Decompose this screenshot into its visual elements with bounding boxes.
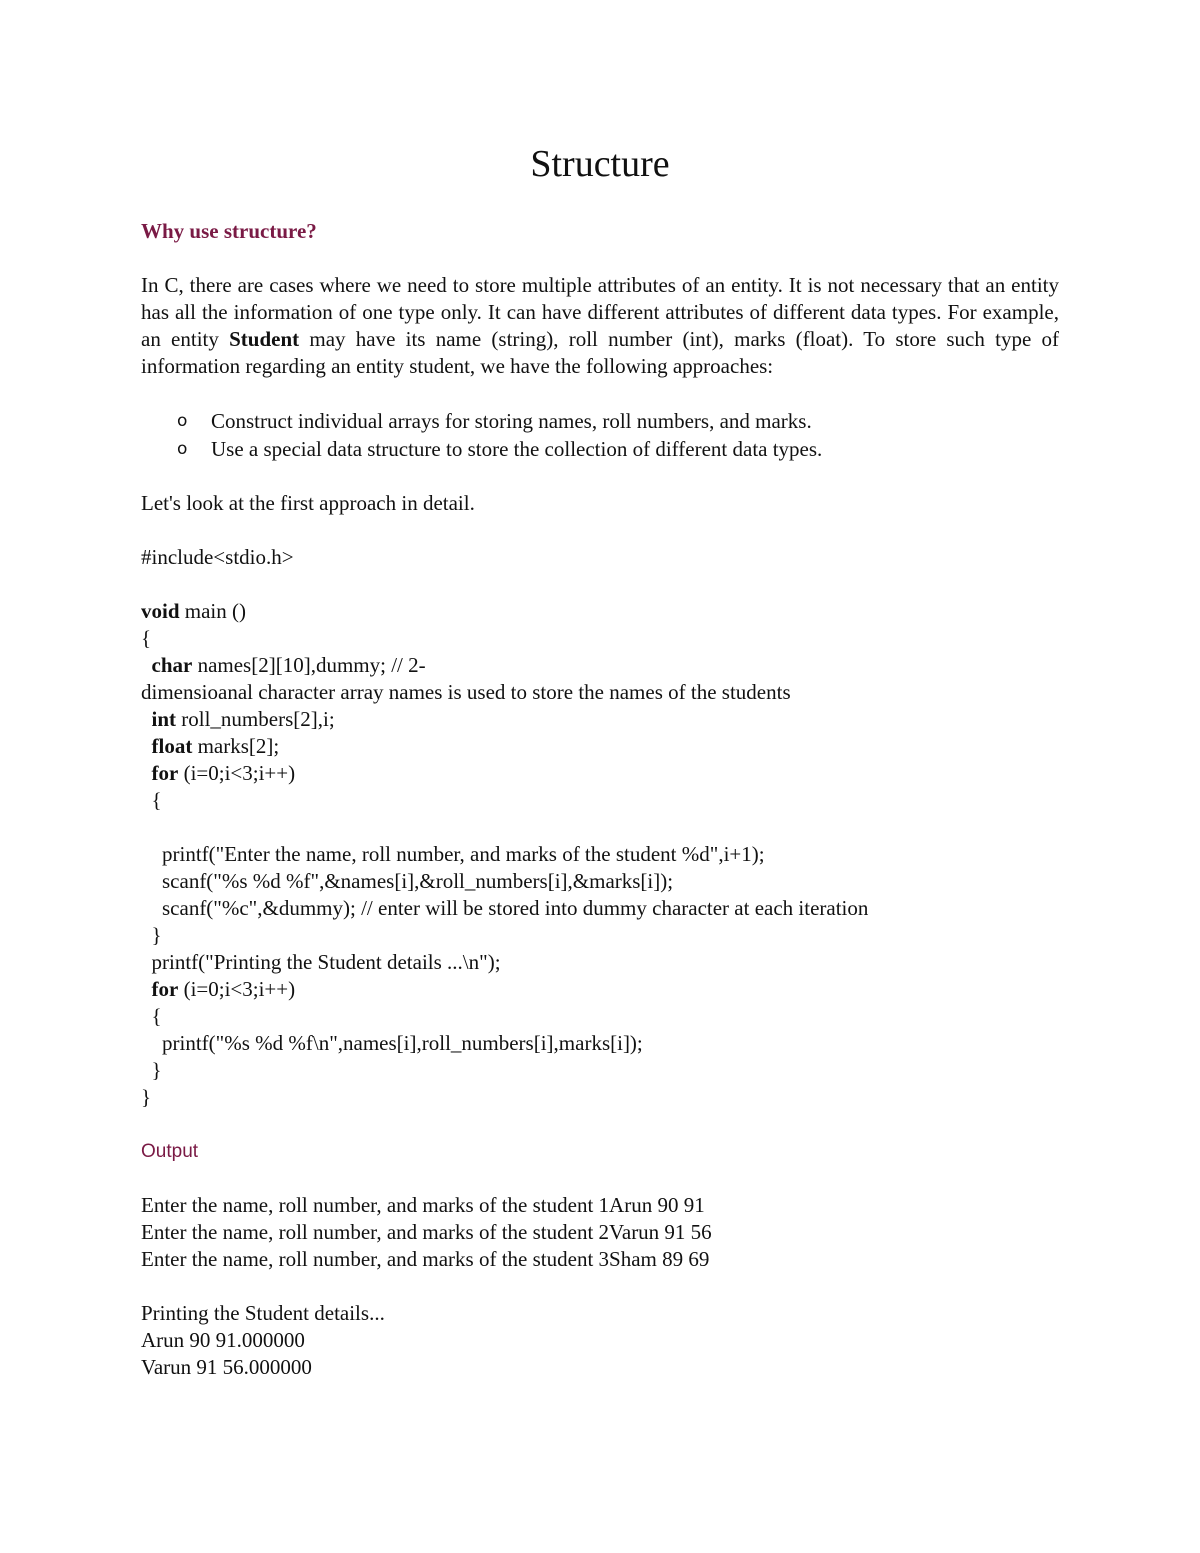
- code-line: for (i=0;i<3;i++): [151, 761, 296, 785]
- lead-in-text: Let's look at the first approach in detail.: [141, 491, 475, 515]
- intro-text-part1: In C, there are cases where we need to store multiple attributes of an entity. It is not necessary that an entity has all the information of one type only. It can have different attributes of different data types. For example, an entity: [141, 273, 1059, 351]
- document-body: [141, 218, 1059, 1381]
- intro-paragraph: [141, 272, 1059, 380]
- code-line: scanf("%c",&dummy); // enter will be stored into dummy character at each iteration: [141, 896, 869, 920]
- code-line: {: [141, 1004, 162, 1028]
- code-line: printf("Enter the name, roll number, and marks of the student %d",i+1);: [141, 842, 765, 866]
- list-item-text: Use a special data structure to store the collection of different data types.: [211, 437, 823, 461]
- intro-text-part2: may have its name (string), roll number (int), marks (float). To store such type of information regarding an entity student, we have the following approaches:: [141, 327, 1059, 378]
- code-line: void main (): [141, 599, 246, 623]
- list-item: [141, 407, 1059, 435]
- approach-list: [141, 407, 1059, 463]
- output-line: Enter the name, roll number, and marks of the student 1Arun 90 91: [141, 1193, 705, 1217]
- code-line: {: [141, 626, 152, 650]
- code-line: for (i=0;i<3;i++): [151, 977, 296, 1001]
- output-heading: Output: [141, 1141, 199, 1162]
- code-line: dimensioanal character array names is used to store the names of the students: [141, 680, 791, 704]
- code-line: float marks[2];: [151, 734, 280, 758]
- code-line: }: [141, 923, 162, 947]
- section-heading: Why use structure?: [141, 219, 317, 243]
- code-keyword: for: [151, 977, 179, 1001]
- output-block: [141, 1192, 1059, 1381]
- code-line: scanf("%s %d %f",&names[i],&roll_numbers[i],&marks[i]);: [141, 869, 674, 893]
- code-keyword: void: [141, 599, 180, 623]
- code-keyword: for: [151, 761, 179, 785]
- page-title: Structure: [530, 143, 670, 185]
- bullet-marker: o: [177, 411, 188, 431]
- output-line: Printing the Student details...: [141, 1301, 385, 1325]
- bullet-marker: o: [177, 439, 188, 459]
- code-line: {: [141, 788, 162, 812]
- code-line: }: [141, 1058, 162, 1082]
- output-line: Enter the name, roll number, and marks of the student 3Sham 89 69: [141, 1247, 710, 1271]
- code-keyword: float: [151, 734, 193, 758]
- list-item-text: Construct individual arrays for storing names, roll numbers, and marks.: [211, 409, 812, 433]
- code-keyword: int: [151, 707, 177, 731]
- code-line: printf("%s %d %f\n",names[i],roll_numbers[i],marks[i]);: [141, 1031, 643, 1055]
- code-line: #include<stdio.h>: [141, 545, 294, 569]
- code-line: }: [141, 1085, 152, 1109]
- code-block: [141, 544, 1059, 1111]
- code-keyword: char: [151, 653, 193, 677]
- output-line: Varun 91 56.000000: [141, 1355, 312, 1379]
- code-line: int roll_numbers[2],i;: [151, 707, 335, 731]
- code-line: [141, 814, 1059, 841]
- output-line: Arun 90 91.000000: [141, 1328, 305, 1352]
- code-line: printf("Printing the Student details ...\n");: [141, 950, 501, 974]
- intro-bold-word: Student: [229, 327, 300, 351]
- output-line: Enter the name, roll number, and marks of the student 2Varun 91 56: [141, 1220, 712, 1244]
- list-item: [141, 435, 1059, 463]
- code-line: char names[2][10],dummy; // 2-: [151, 653, 426, 677]
